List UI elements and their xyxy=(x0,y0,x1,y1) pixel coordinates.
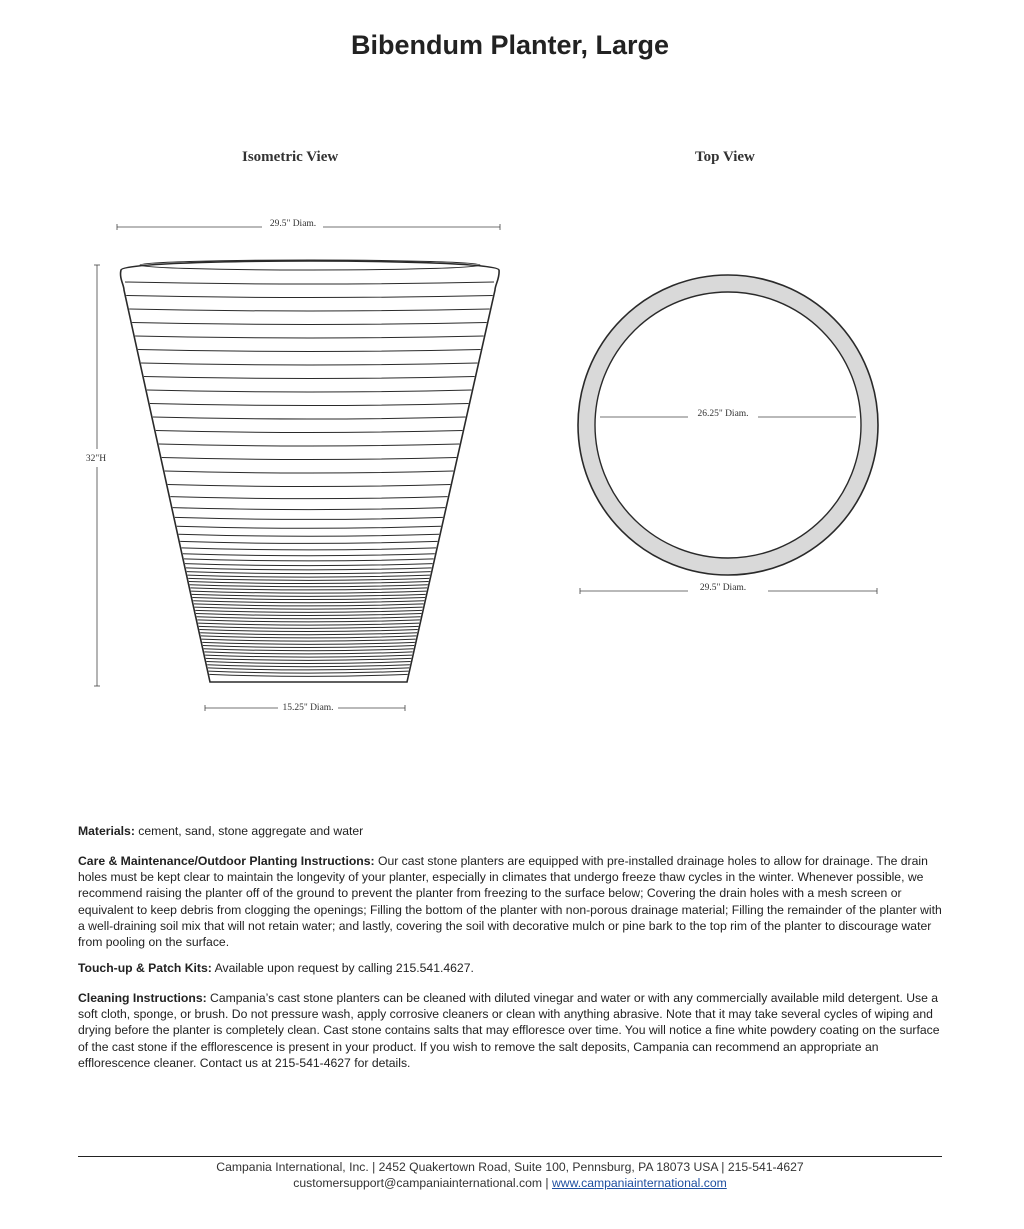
materials-text: cement, sand, stone aggregate and water xyxy=(138,824,364,838)
isometric-view-label: Isometric View xyxy=(242,149,339,165)
cleaning-text: Campania’s cast stone planters can be cleaned with diluted vinegar and water or with any commercially available mild detergent. Use a soft cloth, sponge, or brush. Do not pressure wash, apply corrosive cleaners or clean with anything abrasive. Note that it may take several cycles of wiping and drying before the planter is completely clean. Cast stone contains salts that may effloresce over time. You will notice a fine white powdery coating on the surface of the cast stone if the efflorescence is present in your product. If you wish to remove the salt deposits, Campania can recommend an appropriate an efflorescence cleaner. Contact us at 215-541-4627 for details. xyxy=(78,991,940,1070)
touchup-text: Available upon request by calling 215.541.4627. xyxy=(214,961,474,975)
footer-contact xyxy=(0,1176,1020,1190)
footer-email: customersupport@campaniainternational.com xyxy=(293,1176,543,1190)
inner-diameter-label: 26.25" Diam. xyxy=(697,409,749,419)
footer-address: Campania International, Inc. | 2452 Quakertown Road, Suite 100, Pennsburg, PA 18073 USA | 215-541-4627 xyxy=(216,1160,804,1174)
care-paragraph xyxy=(78,853,944,950)
care-text: Our cast stone planters are equipped with pre-installed drainage holes to allow for drainage. The drain holes must be kept clear to maintain the longevity of your planter, especially in climates that undergo freeze thaw cycles in the winter. Whenever possible, we recommend raising the planter off of the ground to prevent the planter from freezing to the surface below; Covering the drain holes with a mesh screen or equivalent to keep debris from clogging the openings; Filling the bottom of the planter with non-porous drainage material; Filling the remainder of the planter with a well-draining soil mix that will not retain water; and lastly, covering the soil with decorative mulch or pine bark to the top rim of the planter to discourage water from pooling on the surface. xyxy=(78,854,942,950)
cleaning-label: Cleaning Instructions: xyxy=(78,991,207,1005)
height-dimension xyxy=(86,265,106,686)
height-label: 32"H xyxy=(85,454,107,464)
planter-isometric xyxy=(121,260,500,682)
inner-opening-circle xyxy=(595,292,861,558)
base-diameter-dimension xyxy=(205,703,405,713)
footer-separator: | xyxy=(542,1176,552,1190)
page-title: Bibendum Planter, Large xyxy=(350,30,670,60)
care-label: Care & Maintenance/Outdoor Planting Instructions: xyxy=(78,854,375,868)
footer-divider xyxy=(78,1156,942,1157)
touchup-paragraph xyxy=(78,960,944,976)
cleaning-paragraph xyxy=(78,990,944,1071)
website-link[interactable]: www.campaniainternational.com xyxy=(551,1176,727,1190)
base-diameter-label: 15.25" Diam. xyxy=(282,703,334,713)
outer-diameter-label: 29.5" Diam. xyxy=(699,583,747,593)
touchup-label: Touch-up & Patch Kits: xyxy=(78,961,212,975)
top-view-label: Top View xyxy=(695,149,755,165)
planter-top-view xyxy=(578,275,878,594)
top-diameter-dimension xyxy=(117,219,500,230)
materials-label: Materials: xyxy=(78,824,135,838)
top-diameter-label: 29.5" Diam. xyxy=(269,219,317,229)
materials-paragraph xyxy=(78,823,944,839)
